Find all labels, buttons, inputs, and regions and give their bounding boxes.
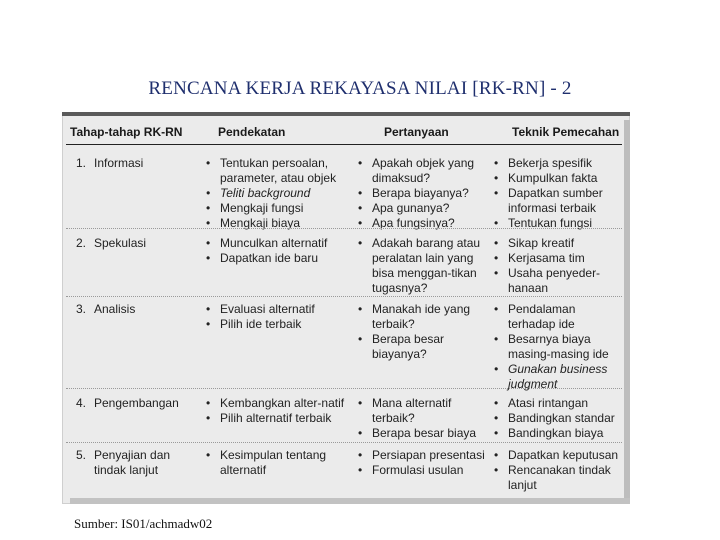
row-4-teknik [494, 396, 620, 441]
list-item: • Apa gunanya? [358, 201, 488, 216]
list-item: • Berapa biayanya? [358, 186, 488, 201]
scanned-table [62, 112, 630, 504]
list-item: • Formulasi usulan [358, 463, 488, 478]
row-stage: Penyajian dan tindak lanjut [94, 448, 171, 477]
list-item: • Pilih alternatif terbaik [206, 411, 356, 426]
list-item: • Pilih ide terbaik [206, 317, 356, 332]
row-5-pendekatan [206, 448, 356, 478]
list-item: • Kesimpulan tentang alternatif [206, 448, 356, 478]
row-number: 2. [76, 236, 87, 250]
row-divider [66, 296, 622, 297]
row-2-teknik [494, 236, 620, 296]
list-item: • Gunakan business judgment [494, 362, 620, 392]
list-item: • Apa fungsinya? [358, 216, 488, 231]
row-number: 1. [76, 156, 87, 170]
header-pendekatan: Pendekatan [218, 125, 286, 139]
list-item: • Apakah objek yang dimaksud? [358, 156, 488, 186]
row-stage: Spekulasi [94, 236, 147, 250]
list-item: • Dapatkan keputusan [494, 448, 620, 463]
scan-shadow-right [624, 120, 630, 500]
scan-shadow-bottom [70, 498, 630, 504]
row-divider [66, 388, 622, 389]
list-item: • Sikap kreatif [494, 236, 620, 251]
row-4-pertanyaan [358, 396, 488, 441]
row-number: 3. [76, 302, 87, 316]
list-item: • Evaluasi alternatif [206, 302, 356, 317]
header-teknik: Teknik Pemecahan [512, 125, 620, 139]
list-item: • Kumpulkan fakta [494, 171, 620, 186]
row-5-pertanyaan [358, 448, 488, 478]
list-item: • Dapatkan ide baru [206, 251, 356, 266]
list-item: • Mengkaji biaya [206, 216, 356, 231]
row-stage: Pengembangan [94, 396, 179, 410]
row-stage: Informasi [94, 156, 144, 170]
list-item: • Pendalaman terhadap ide [494, 302, 620, 332]
table-top-rule [62, 112, 630, 116]
list-item: • Manakah ide yang terbaik? [358, 302, 488, 332]
row-stage: Analisis [94, 302, 136, 316]
row-3-pendekatan [206, 302, 356, 332]
list-item: • Berapa besar biaya [358, 426, 488, 441]
header-tahap: Tahap-tahap RK-RN [70, 125, 183, 139]
list-item: • Besarnya biaya masing-masing ide [494, 332, 620, 362]
source-caption: Sumber: IS01/achmadw02 [74, 516, 213, 531]
row-divider [66, 228, 622, 229]
list-item: • Berapa besar biayanya? [358, 332, 488, 362]
list-item: • Usaha penyeder-hanaan [494, 266, 620, 296]
row-5-teknik [494, 448, 620, 493]
list-item: • Persiapan presentasi [358, 448, 488, 463]
list-item: • Bandingkan standar [494, 411, 620, 426]
row-number: 5. [76, 448, 87, 462]
list-item: • Kerjasama tim [494, 251, 620, 266]
list-item: • Mengkaji fungsi [206, 201, 356, 216]
list-item: • Mana alternatif terbaik? [358, 396, 488, 426]
list-item: • Adakah barang atau peralatan lain yang bisa menggan-tikan tugasnya? [358, 236, 488, 296]
list-item: • Atasi rintangan [494, 396, 620, 411]
row-2-pendekatan [206, 236, 356, 266]
row-1-pendekatan [206, 156, 356, 231]
row-3-teknik [494, 302, 620, 392]
list-item: • Tentukan persoalan, parameter, atau objek [206, 156, 356, 186]
row-1-pertanyaan [358, 156, 488, 231]
list-item: • Dapatkan sumber informasi terbaik [494, 186, 620, 216]
row-3-pertanyaan [358, 302, 488, 362]
table-header [66, 122, 622, 145]
list-item: • Kembangkan alter-natif [206, 396, 356, 411]
header-pertanyaan: Pertanyaan [384, 125, 449, 139]
list-item: • Rencanakan tindak lanjut [494, 463, 620, 493]
list-item: • Bekerja spesifik [494, 156, 620, 171]
list-item: • Tentukan fungsi [494, 216, 620, 231]
row-2-pertanyaan [358, 236, 488, 296]
row-4-pendekatan [206, 396, 356, 426]
row-divider [66, 442, 622, 443]
list-item: • Munculkan alternatif [206, 236, 356, 251]
row-1-teknik [494, 156, 620, 231]
row-number: 4. [76, 396, 87, 410]
list-item: • Bandingkan biaya [494, 426, 620, 441]
slide-title: RENCANA KERJA REKAYASA NILAI [RK-RN] - 2 [148, 78, 572, 99]
list-item: • Teliti background [206, 186, 356, 201]
